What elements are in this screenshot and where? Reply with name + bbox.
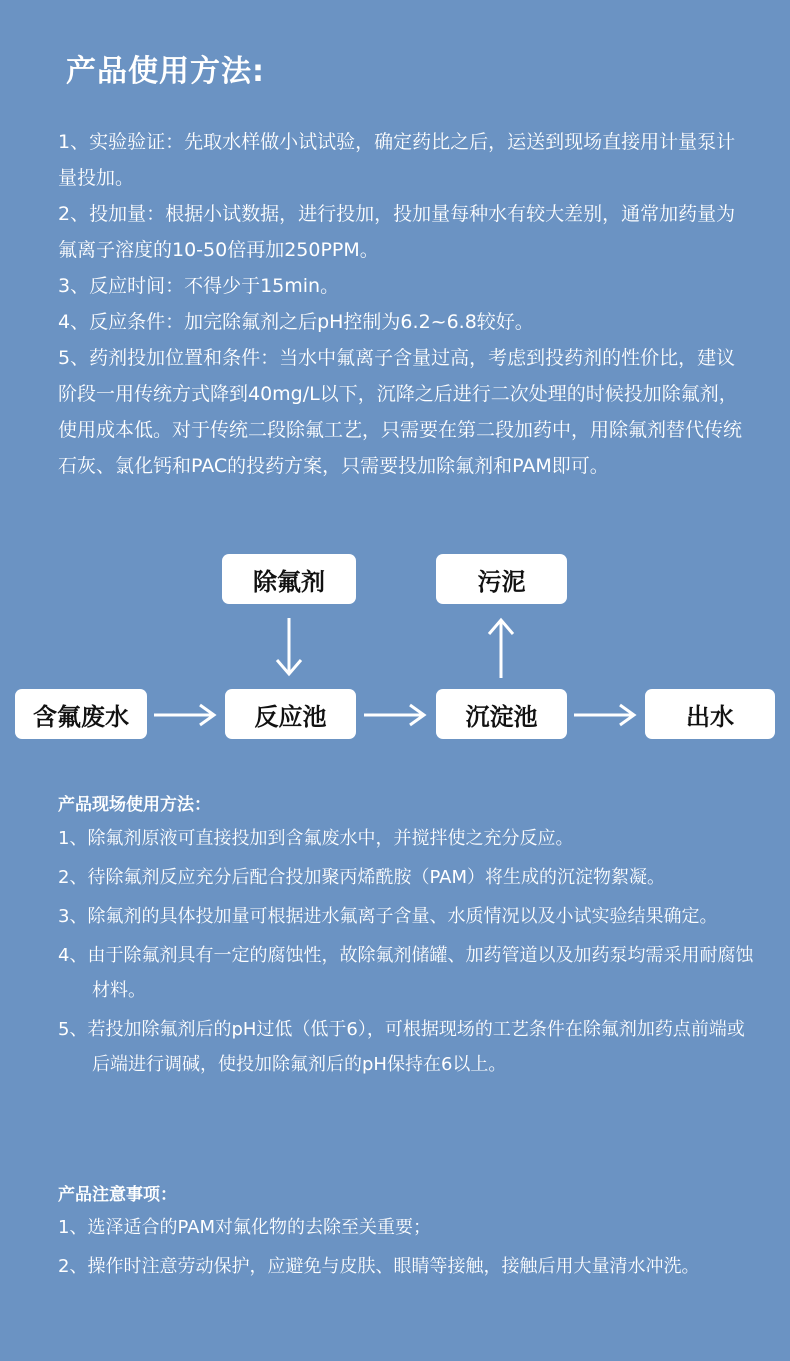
arrow-right-icon <box>152 703 218 727</box>
arrow-right-icon <box>362 703 428 727</box>
arrow-up-icon <box>486 616 516 680</box>
flow-box-sedimentation-tank: 沉淀池 <box>436 689 567 739</box>
precautions-list <box>58 1210 758 1284</box>
intro-item-5: 5、药剂投加位置和条件：当水中氟离子含量过高，考虑到投药剂的性价比，建议阶段一用传统方式降到40mg/L以下，沉降之后进行二次处理的时候投加除氟剂，使用成本低。对于传统二段除氟工艺，只需要在第二段加药中，用除氟剂替代传统石灰、氯化钙和PAC的投药方案，只需要投加除氟剂和PAM即可。 <box>58 347 743 477</box>
flow-box-sludge: 污泥 <box>436 554 567 604</box>
onsite-usage-title: 产品现场使用方法： <box>58 795 211 815</box>
flow-box-fluoride-wastewater: 含氟废水 <box>15 689 147 739</box>
arrow-right-icon <box>572 703 638 727</box>
page-title: 产品使用方法: <box>66 54 265 89</box>
list-item: 5、若投加除氟剂后的pH过低（低于6），可根据现场的工艺条件在除氟剂加药点前端或后端进行调碱，使投加除氟剂后的pH保持在6以上。 <box>58 1019 745 1075</box>
process-flow-diagram <box>0 550 790 750</box>
intro-item-3: 3、反应时间：不得少于15min。 <box>58 275 340 297</box>
list-item: 1、除氟剂原液可直接投加到含氟废水中，并搅拌使之充分反应。 <box>58 828 574 849</box>
onsite-usage-list <box>58 821 758 1082</box>
list-item: 1、选泽适合的PAM对氟化物的去除至关重要； <box>58 1217 431 1238</box>
intro-item-1: 1、实验验证：先取水样做小试试验，确定药比之后，运送到现场直接用计量泵计量投加。 <box>58 131 736 189</box>
list-item: 3、除氟剂的具体投加量可根据进水氟离子含量、水质情况以及小试实验结果确定。 <box>58 906 718 927</box>
flow-box-reaction-tank: 反应池 <box>225 689 356 739</box>
precautions-title: 产品注意事项： <box>58 1185 177 1205</box>
flow-box-effluent: 出水 <box>645 689 775 739</box>
list-item: 2、操作时注意劳动保护，应避免与皮肤、眼睛等接触，接触后用大量清水冲洗。 <box>58 1256 700 1277</box>
intro-item-2: 2、投加量：根据小试数据，进行投加，投加量每种水有较大差别，通常加药量为氟离子溶度的10-50倍再加250PPM。 <box>58 203 736 261</box>
list-item: 2、待除氟剂反应充分后配合投加聚丙烯酰胺（PAM）将生成的沉淀物絮凝。 <box>58 867 665 888</box>
flow-box-defluorinating-agent: 除氟剂 <box>222 554 356 604</box>
arrow-down-icon <box>274 616 304 678</box>
usage-intro <box>58 124 748 484</box>
list-item: 4、由于除氟剂具有一定的腐蚀性，故除氟剂储罐、加药管道以及加药泵均需采用耐腐蚀材料。 <box>58 945 754 1001</box>
intro-item-4: 4、反应条件：加完除氟剂之后pH控制为6.2~6.8较好。 <box>58 311 534 333</box>
